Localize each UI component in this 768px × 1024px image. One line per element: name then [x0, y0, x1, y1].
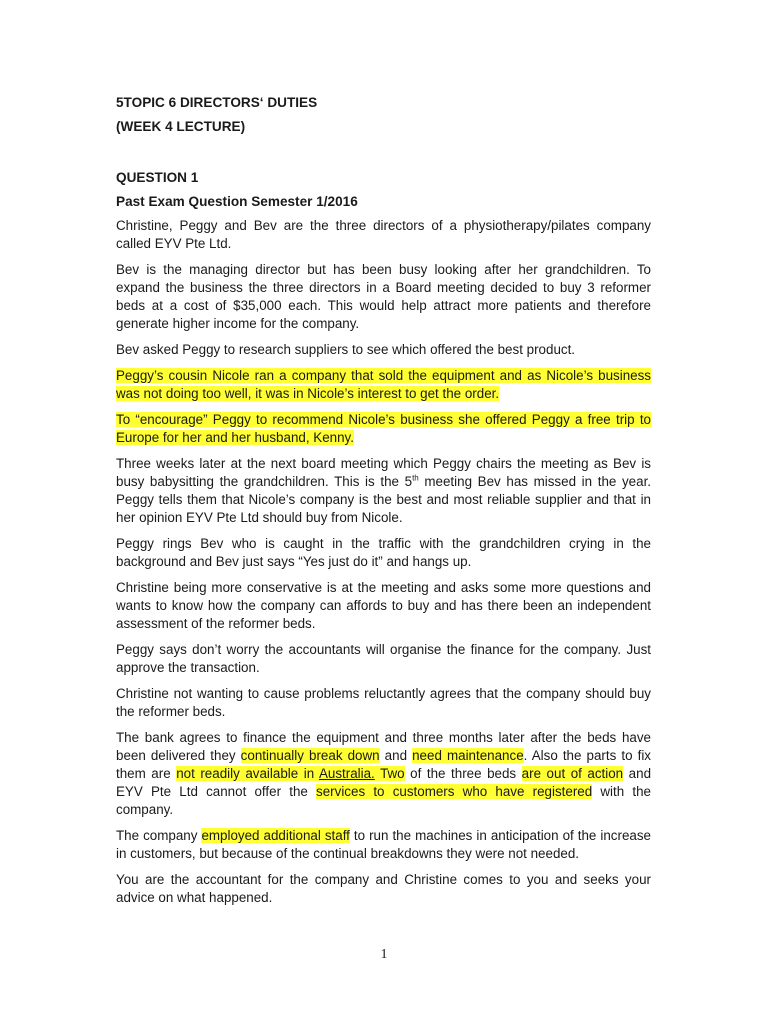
p11-text-5: of the three beds: [404, 766, 522, 781]
paragraph-4: [116, 367, 651, 403]
p12-text-1: The company: [116, 828, 202, 843]
paragraph-10: Christine not wanting to cause problems reluctantly agrees that the company should buy the reformer beds.: [116, 686, 651, 719]
question-subheading: Past Exam Question Semester 1/2016: [116, 194, 358, 209]
p11-text-7: with the company.: [116, 784, 651, 817]
paragraph-8: Christine being more conservative is at the meeting and asks some more questions and wants to know how the company can affords to buy and has there been an independent assessment of the reformer beds.: [116, 580, 651, 631]
underlined-australia: Australia.: [318, 766, 375, 781]
highlight-services: services to customers who have registered: [316, 784, 593, 799]
p11-text-6: and EYV Pte Ltd cannot offer the: [116, 766, 652, 799]
highlight-cousin-nicole: Peggy’s cousin Nicole ran a company that sold the equipment and as Nicole’s business was not doing too well, it was in Nicole’s interest to get the order.: [116, 368, 651, 401]
page-number: 1: [380, 947, 388, 962]
paragraph-12: [116, 827, 651, 863]
paragraph-2: Bev is the managing director but has been busy looking after her grandchildren. To expand the business the three directors in a Board meeting decided to buy 3 reformer beds at a cost of $35,000 each. This would help attract more patients and therefore generate higher income for the company.: [116, 262, 651, 331]
paragraph-6-text-b: meeting Bev has missed in the year. Peggy tells them that Nicole’s company is the best and most reliable supplier and that in her opinion EYV Pte Ltd should buy from Nicole.: [116, 474, 652, 525]
p12-text-2: to run the machines in anticipation of the increase in customers, but because of the continual breakdowns they were not needed.: [116, 828, 651, 861]
paragraph-6: [116, 455, 651, 527]
p11-text-1: The bank agrees to finance the equipment and three months later after the beds have been delivered they: [116, 730, 651, 763]
paragraph-1: Christine, Peggy and Bev are the three directors of a physiotherapy/pilates company called EYV Pte Ltd.: [116, 218, 651, 251]
highlight-not-available: [176, 766, 404, 781]
paragraph-5: [116, 411, 651, 447]
superscript-th: th: [412, 473, 419, 483]
question-heading: QUESTION 1: [116, 170, 199, 185]
document-page: [116, 92, 651, 915]
p11-highlight-3-text: not readily available in: [176, 766, 319, 781]
paragraph-11: [116, 729, 651, 819]
paragraph-9: Peggy says don’t worry the accountants will organise the finance for the company. Just approve the transaction.: [116, 642, 651, 675]
highlight-encourage-trip: To “encourage” Peggy to recommend Nicole’s business she offered Peggy a free trip to Europe for her and her husband, Kenny.: [116, 412, 651, 445]
highlight-additional-staff: employed additional staff: [201, 828, 350, 843]
paragraph-7: Peggy rings Bev who is caught in the traffic with the grandchildren crying in the background and Bev just says “Yes just do it” and hangs up.: [116, 536, 651, 569]
highlight-out-of-action: are out of action: [521, 766, 624, 781]
p11-text-4: Two: [374, 766, 405, 781]
paragraph-3: Bev asked Peggy to research suppliers to see which offered the best product.: [116, 342, 576, 357]
highlight-maintenance: need maintenance: [412, 748, 524, 763]
paragraph-6-text-a: Three weeks later at the next board meeting which Peggy chairs the meeting as Bev is busy babysitting the grandchildren. This is the 5: [116, 456, 651, 489]
document-subtitle: (WEEK 4 LECTURE): [116, 119, 246, 134]
p11-text-2: and: [379, 748, 413, 763]
p11-text-3: . Also the parts to fix them are: [116, 748, 651, 781]
highlight-break-down: continually break down: [240, 748, 380, 763]
document-title: 5TOPIC 6 DIRECTORS‘ DUTIES: [116, 95, 318, 110]
paragraph-13: You are the accountant for the company and Christine comes to you and seeks your advice on what happened.: [116, 872, 651, 905]
